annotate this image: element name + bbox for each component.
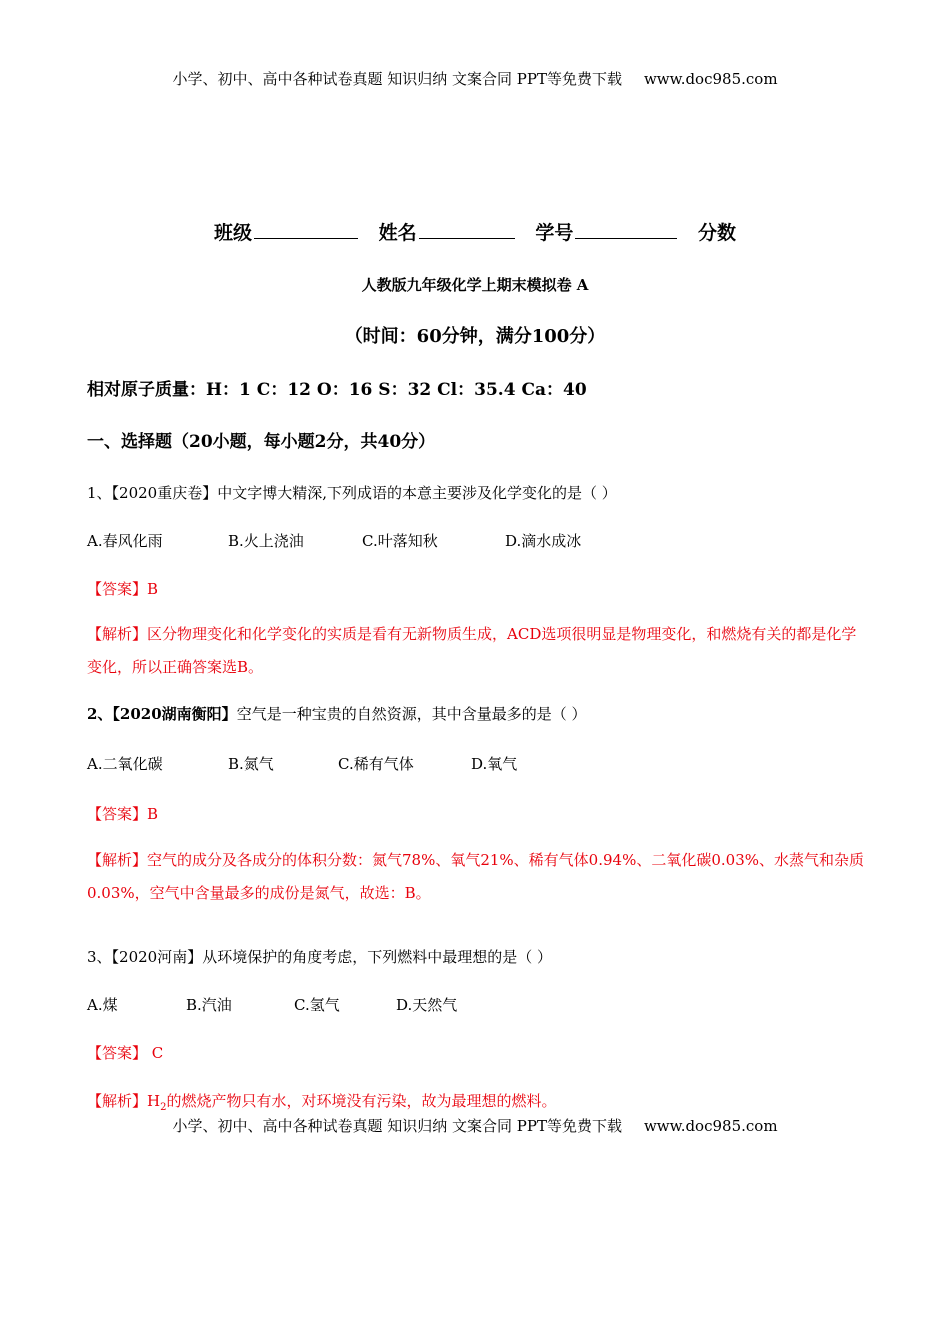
question-2-text: 空气是一种宝贵的自然资源，其中含量最多的是（ ） [236, 705, 587, 723]
question-1-option-d: D.滴水成冰 [505, 532, 582, 550]
question-2-answer: 【答案】B [87, 805, 159, 823]
page-footer [0, 1115, 950, 1136]
question-3-option-b: B.汽油 [186, 996, 232, 1014]
id-blank[interactable] [575, 221, 677, 239]
question-3-analysis-subscript: 2 [160, 1102, 167, 1113]
question-3-option-c: C.氢气 [294, 996, 340, 1014]
question-1-option-c: C.叶落知秋 [362, 532, 438, 550]
section-heading: 一、选择题（20小题，每小题2分，共40分） [87, 432, 436, 452]
question-2-analysis: 【解析】空气的成分及各成分的体积分数：氮气78%、氧气21%、稀有气体0.94%、二氧化碳0.03%、水蒸气和杂质0.03%，空气中含量最多的成份是氮气，故选：B。 [87, 851, 864, 902]
question-1-answer: 【答案】B [87, 580, 159, 598]
question-3-answer: 【答案】 C [87, 1044, 164, 1062]
question-2-option-a: A.二氧化碳 [87, 755, 163, 773]
name-label: 姓名 [378, 222, 417, 244]
class-blank[interactable] [254, 221, 358, 239]
exam-title: 人教版九年级化学上期末模拟卷 A [361, 276, 589, 294]
id-label: 学号 [535, 222, 574, 244]
question-3-analysis-prefix: 【解析】H [87, 1092, 161, 1110]
question-2-option-c: C.稀有气体 [338, 755, 414, 773]
name-blank[interactable] [419, 221, 515, 239]
question-3-analysis [87, 1090, 556, 1113]
question-3-stem: 3、【2020河南】从环境保护的角度考虑，下列燃料中最理想的是（ ） [87, 948, 552, 966]
header-text: 小学、初中、高中各种试卷真题 知识归纳 文案合同 PPT等免费下载 [172, 70, 622, 88]
question-3-option-a: A.煤 [87, 996, 118, 1014]
question-3-analysis-text: 的燃烧产物只有水，对环境没有污染，故为最理想的燃料。 [166, 1092, 557, 1110]
question-1-analysis: 【解析】区分物理变化和化学变化的实质是看有无新物质生成，ACD选项很明显是物理变化，和燃烧有关的都是化学变化，所以正确答案选B。 [87, 625, 857, 676]
score-label: 分数 [697, 222, 736, 244]
class-label: 班级 [214, 222, 253, 244]
footer-url[interactable]: www.doc985.com [643, 1117, 778, 1135]
question-2-source: 2、【2020湖南衡阳】 [87, 705, 237, 723]
page-header [0, 68, 950, 89]
student-info-fields [0, 218, 950, 245]
question-2-option-b: B.氮气 [228, 755, 274, 773]
question-1-option-a: A.春风化雨 [87, 532, 163, 550]
header-url[interactable]: www.doc985.com [643, 70, 778, 88]
question-2-option-d: D.氧气 [471, 755, 518, 773]
question-1-stem: 1、【2020重庆卷】中文字博大精深,下列成语的本意主要涉及化学变化的是（ ） [87, 484, 617, 502]
atomic-mass-line: 相对原子质量：H：1 C：12 O：16 S：32 Cl：35.4 Ca：40 [87, 380, 587, 400]
exam-subtitle: （时间：60分钟，满分100分） [344, 326, 606, 347]
question-2-stem [87, 703, 586, 724]
question-1-option-b: B.火上浇油 [228, 532, 304, 550]
question-3-option-d: D.天然气 [396, 996, 458, 1014]
footer-text: 小学、初中、高中各种试卷真题 知识归纳 文案合同 PPT等免费下载 [172, 1117, 622, 1135]
